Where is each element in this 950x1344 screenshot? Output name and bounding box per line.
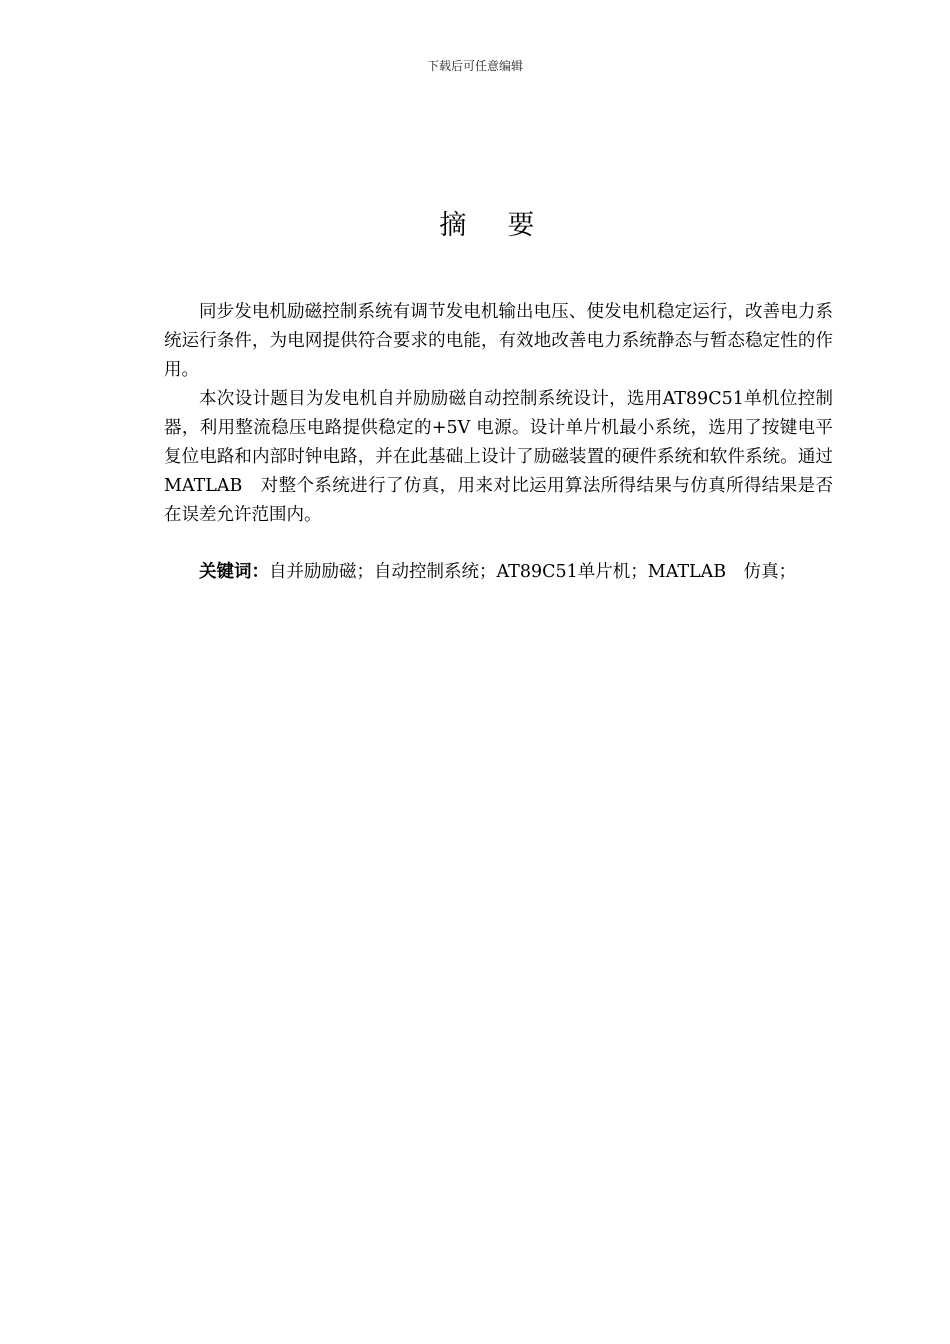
page-header: 下载后可任意编辑 bbox=[426, 59, 523, 73]
abstract-paragraph-1: 同步发电机励磁控制系统有调节发电机输出电压、使发电机稳定运行，改善电力系统运行条件，为电网提供符合要求的电能，有效地改善电力系统静态与暂态稳定性的作用。 bbox=[164, 302, 833, 380]
abstract-paragraph-2: 本次设计题目为发电机自并励励磁自动控制系统设计，选用AT89C51单机位控制器，利用整流稳压电路提供稳定的+5V 电源。设计单片机最小系统，选用了按键电平复位电路和内部时钟电路，并在此基础上设计了励磁装置的硬件系统和软件系统。通过MATLAB 对整个系统进行了仿真，用来对比运用算法所得结果与仿真所得结果是否在误差允许范围内。 bbox=[164, 389, 833, 525]
keywords-line bbox=[164, 558, 833, 587]
abstract-body bbox=[164, 298, 833, 530]
abstract-title: 摘 要 bbox=[439, 210, 551, 241]
keywords-text: 自并励励磁；自动控制系统；AT89C51单片机；MATLAB 仿真； bbox=[269, 562, 797, 582]
keywords-label: 关键词： bbox=[199, 562, 269, 582]
